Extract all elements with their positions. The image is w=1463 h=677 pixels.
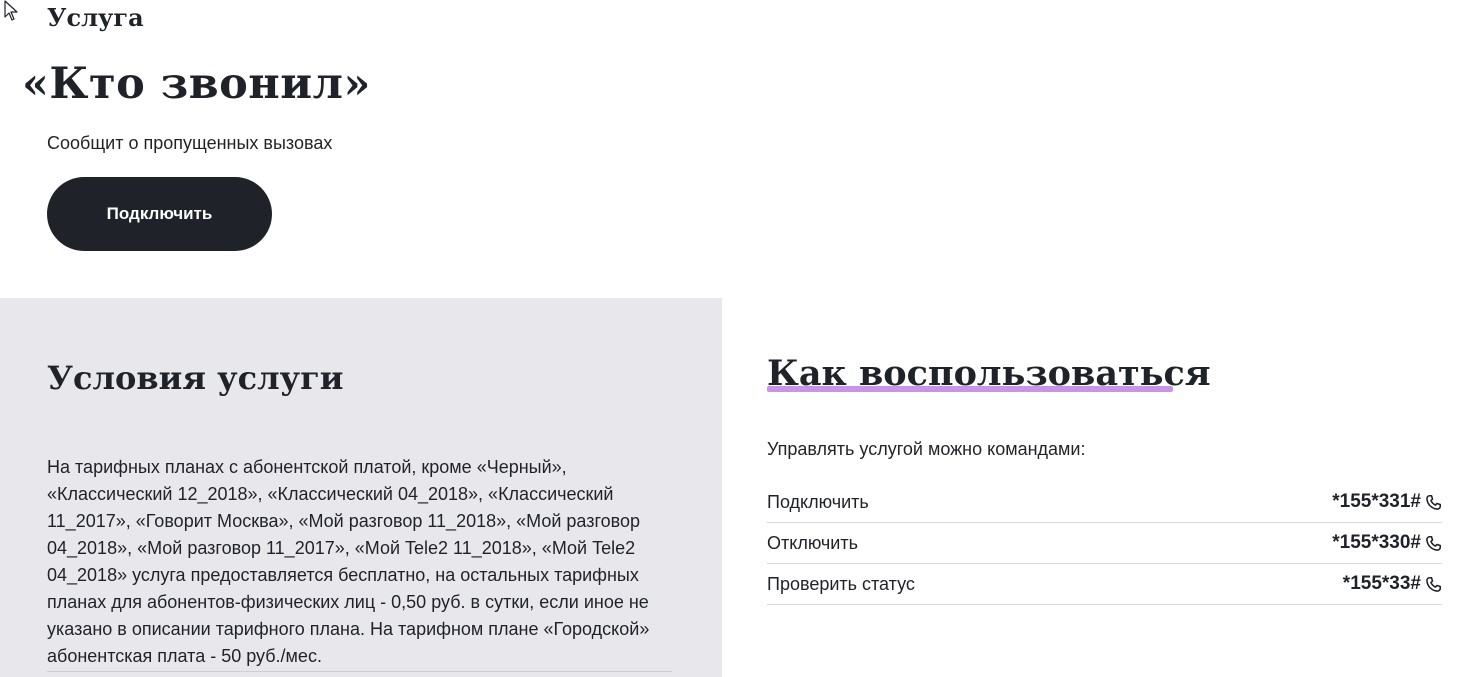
howto-intro: Управлять услугой можно командами: xyxy=(767,439,1086,459)
command-label: Проверить статус xyxy=(767,573,915,594)
commands-list xyxy=(767,482,1442,605)
command-code-text: *155*331# xyxy=(1332,491,1421,512)
howto-title: Как воспользоваться xyxy=(767,353,1211,394)
command-code-text: *155*330# xyxy=(1332,532,1421,553)
mouse-cursor-icon xyxy=(3,0,21,22)
conditions-title: Условия услуги xyxy=(47,359,344,397)
divider xyxy=(47,671,672,672)
command-label: Подключить xyxy=(767,491,869,512)
command-row-connect[interactable] xyxy=(767,482,1442,523)
command-code[interactable] xyxy=(1332,532,1442,554)
conditions-text: На тарифных планах с абонентской платой, кроме «Черный», «Классический 12_2018», «Классический 04_2018», «Классический 11_2017», «Говорит Москва», «Мой разговор 11_2018», «Мой разговор 04_2018», «Мой разговор 11_2017», «Мой Tele2 11_2018», «Мой Tele2 04_2018» услуга предоставляется бесплатно, на остальных тарифных планах для абонентов-физических лиц - 0,50 руб. в сутки, если иное не указано в описании тарифного плана. На тарифном плане «Городской» абонентская плата - 50 руб./мес. xyxy=(47,457,650,666)
command-row-disconnect[interactable] xyxy=(767,523,1442,564)
command-code[interactable] xyxy=(1343,573,1442,595)
command-row-status[interactable] xyxy=(767,564,1442,605)
phone-icon xyxy=(1425,494,1442,511)
conditions-panel xyxy=(0,298,722,677)
command-code[interactable] xyxy=(1332,491,1442,513)
service-eyebrow: Услуга xyxy=(47,3,144,32)
phone-icon xyxy=(1425,535,1442,552)
page-subtitle: Сообщит о пропущенных вызовах xyxy=(47,133,333,153)
connect-button[interactable]: Подключить xyxy=(47,177,272,251)
command-code-text: *155*33# xyxy=(1342,573,1421,594)
page-title: «Кто звонил» xyxy=(22,59,371,109)
command-label: Отключить xyxy=(767,532,858,553)
phone-icon xyxy=(1425,576,1442,593)
